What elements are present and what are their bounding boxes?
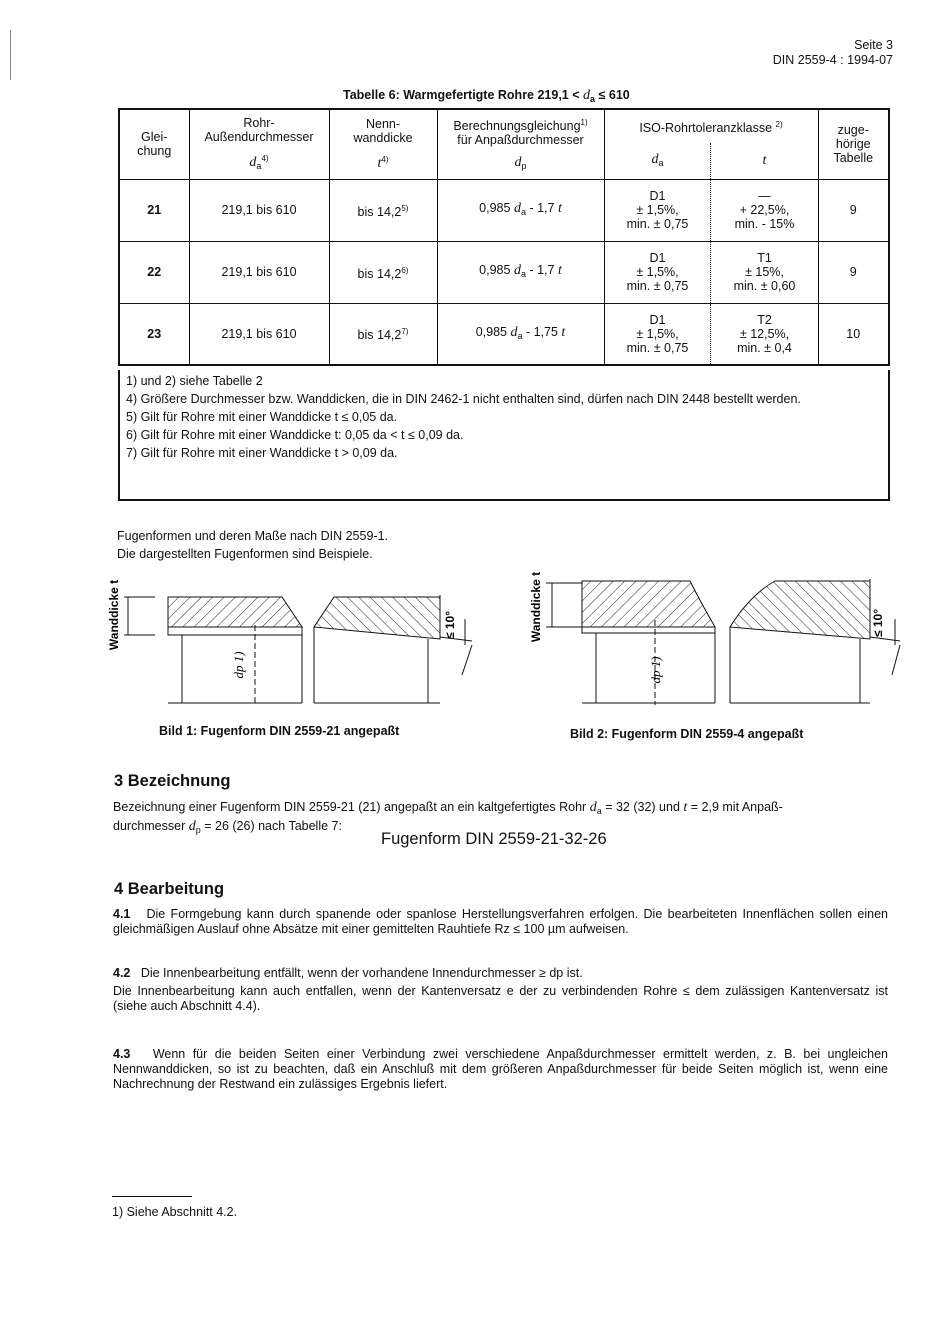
figure-2-caption: Bild 2: Fugenform DIN 2559-4 angepaßt (570, 727, 804, 741)
paragraph-4-2: 4.2 Die Innenbearbeitung entfällt, wenn der vorhandene Innendurchmesser ≥ dp ist. Die Innenbearbeitung kann auch entfallen, wenn der Kantenversatz e der zu verbindenden Rohre ≤ dem zulässigen Kantenversatz ist (siehe auch Abschnitt 4.4). (113, 966, 888, 1013)
figure-2-dp-label: dp 1) (648, 656, 663, 684)
section-4-heading: 4 Bearbeitung (114, 880, 225, 898)
page-footnote: 1) Siehe Abschnitt 4.2. (112, 1205, 238, 1219)
footnote-1-2: 1) und 2) siehe Tabelle 2 (126, 374, 263, 388)
figure-1-dp-label: dp 1) (231, 651, 246, 679)
table-title: Tabelle 6: Warmgefertigte Rohre $219,1 < d_a \le 610$ (343, 88, 630, 104)
section-3-heading: 3 Bezeichnung (114, 772, 231, 790)
table-row: 22 219,1 bis 610 bis 14,2$^{6)}$ 0,985 $d_a - 1,7$ t D1 ± 1,5%, min. ± 0,75 T1 ± 15%, min. ± 0,60 9 (119, 241, 889, 303)
footnote-rule (112, 1196, 192, 1197)
header-tol-da: $d_a$ (604, 143, 711, 179)
figure-2-drawing (529, 572, 900, 705)
figure-2-angle-label: ≤ 10° (871, 608, 885, 638)
footnote-7: 7) Gilt für Rohre mit einer Wanddicke t > 0,09 da. (126, 446, 398, 460)
figure-1-drawing (107, 580, 472, 705)
designation: Fugenform DIN 2559-21-32-26 (381, 830, 607, 848)
footnote-5: 5) Gilt für Rohre mit einer Wanddicke t ≤ 0,05 da. (126, 410, 398, 424)
header-tol-t: t (711, 143, 818, 179)
section-3-text: Bezeichnung einer Fugenform DIN 2559-21 (21) angepaßt an ein kaltgefertigtes Rohr $d_a = 32$ (32) und t = 2,9 mit Anpaß- durchmesser $d_p = 26$ (26) nach Tabelle 7: (113, 800, 783, 835)
page-header (773, 38, 893, 68)
table-row: 21 219,1 bis 610 bis 14,2$^{5)}$ 0,985 $d_a - 1,7$ t D1 ± 1,5%, min. ± 0,75 — + 22,5%, min. - 15% 9 (119, 179, 889, 241)
figures-intro: Fugenformen und deren Maße nach DIN 2559-1. Die dargestellten Fugenformen sind Beispiele. (117, 529, 388, 561)
header-outer-diameter: Rohr- Außendurchmesser $d_a^{4)}$ (189, 109, 329, 179)
margin-line (10, 30, 11, 80)
header-formula: Berechnungsgleichung$^{1)}$ für Anpaßdurchmesser $d_p$ (437, 109, 604, 179)
figure-1-caption: Bild 1: Fugenform DIN 2559-21 angepaßt (159, 724, 400, 738)
header-table-ref: zuge- hörige Tabelle (818, 109, 889, 179)
figure-2-wall-label: Wanddicke t (529, 571, 543, 643)
paragraph-4-1: 4.1 Die Formgebung kann durch spanende oder spanlose Herstellungsverfahren erfolgen. Die bearbeiteten Innenflächen sollen einen gleichmäßigen Auslauf ohne Absätze mit einer gemittelten Rauhtiefe Rz ≤ 100 µm aufweisen. (113, 907, 889, 936)
paragraph-4-3: 4.3 Wenn für die beiden Seiten einer Verbindung zwei verschiedene Anpaßdurchmesser ermittelt werden, z. B. bei ungleichen Nennwanddicken, so ist zu beachten, daß ein Anschluß mit dem größeren Anpaßdurchmesser für beide Seiten möglich ist, wenn eine Nachrechnung der Restwand ein zulässiges Ergebnis liefert. (113, 1047, 888, 1091)
page-number: Seite 3 (854, 38, 893, 52)
table-6 (118, 108, 890, 366)
header-equation: Glei- chung (119, 109, 189, 179)
footnote-6: 6) Gilt für Rohre mit einer Wanddicke t: 0,05 da < t ≤ 0,09 da. (126, 428, 464, 442)
table-row: 23 219,1 bis 610 bis 14,2$^{7)}$ 0,985 $d_a - 1,75$ t D1 ± 1,5%, min. ± 0,75 T2 ± 12,5%, min. ± 0,4 10 (119, 303, 889, 365)
figure-1-wall-label: Wanddicke t (107, 579, 121, 651)
document-id: DIN 2559-4 : 1994-07 (772, 53, 893, 67)
footnote-4: 4) Größere Durchmesser bzw. Wanddicken, die in DIN 2462-1 nicht enthalten sind, dürfen nach DIN 2448 bestellt werden. (126, 392, 801, 406)
header-wall-thickness: Nenn- wanddicke $t^{4)}$ (329, 109, 437, 179)
table-footnotes (118, 370, 890, 501)
header-tolerance-class: ISO-Rohrtoleranzklasse $^{2)}$ (604, 109, 818, 143)
figure-1-angle-label: ≤ 10° (443, 610, 457, 640)
